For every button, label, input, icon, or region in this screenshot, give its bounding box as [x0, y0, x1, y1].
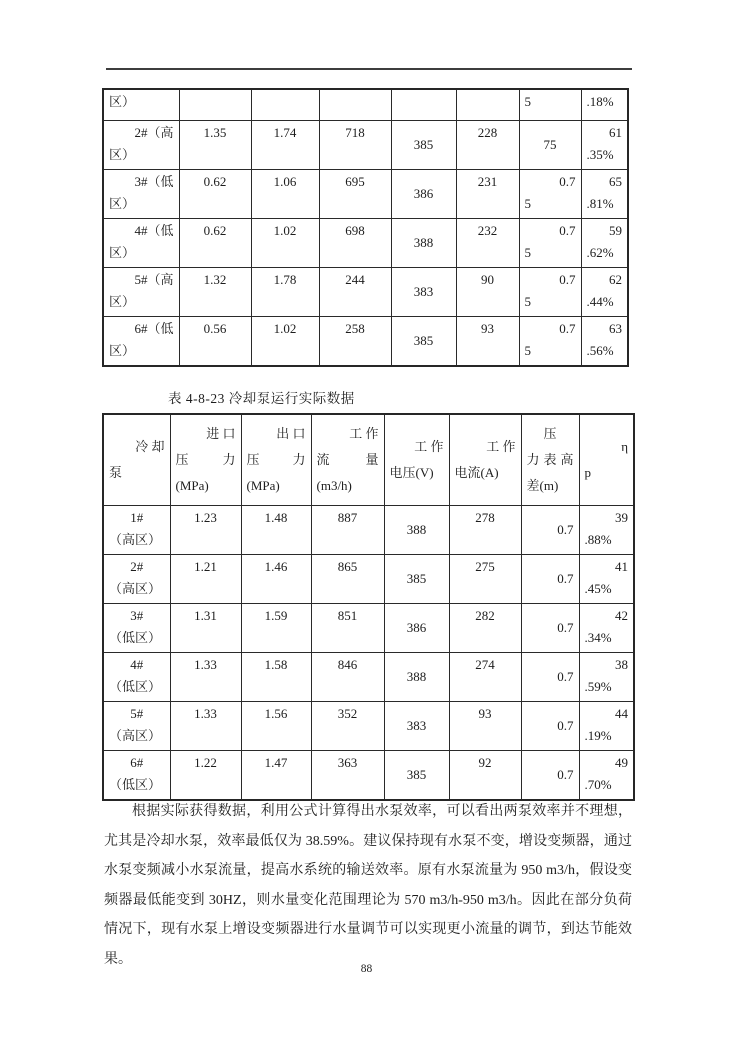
cell-line: 0.7 — [557, 571, 574, 586]
cell-line: 5 — [524, 94, 531, 109]
cell-line: 92 — [478, 755, 492, 770]
table-cell — [521, 414, 579, 506]
cell-line: 63 — [609, 321, 622, 336]
cell-line: 352 — [337, 706, 358, 721]
table-cell — [103, 219, 179, 268]
cell-line: 电压(V) — [389, 465, 434, 480]
cell-line: 1.74 — [273, 125, 297, 140]
cell-line: 4#（低 — [134, 223, 174, 238]
table-cell — [241, 653, 311, 702]
table-cell — [579, 604, 634, 653]
table-cell — [319, 121, 391, 170]
table-cell — [581, 268, 628, 317]
cell-line: 232 — [477, 223, 498, 238]
cell-line: 1.06 — [273, 174, 297, 189]
cell-line: 泵 — [109, 465, 123, 480]
table-cell — [251, 219, 319, 268]
cell-line: 2# — [130, 559, 144, 574]
cell-line: 1.35 — [203, 125, 227, 140]
table-cell — [384, 414, 449, 506]
table-cell — [241, 555, 311, 604]
cell-line: 244 — [345, 272, 365, 287]
table-cell — [241, 604, 311, 653]
cell-line: 278 — [475, 510, 495, 525]
cell-line: 区） — [109, 94, 136, 109]
table-cell — [103, 702, 170, 751]
cell-line: 3#（低 — [134, 174, 174, 189]
table-cell — [519, 317, 581, 367]
table-cell — [449, 555, 521, 604]
cell-line: 42 — [615, 608, 628, 623]
table-cell — [241, 506, 311, 555]
cell-line: 工 作 — [486, 439, 516, 454]
cell-line: 5#（高 — [134, 272, 174, 287]
cell-line: 压 力 — [175, 452, 236, 467]
table-row — [103, 506, 634, 555]
cell-line: （高区） — [109, 532, 162, 547]
table-row — [103, 170, 628, 219]
cell-line: 区） — [109, 343, 136, 358]
table-row — [103, 317, 628, 367]
cell-line: 6# — [130, 755, 144, 770]
cell-line: 851 — [337, 608, 358, 623]
table-cell — [384, 604, 449, 653]
cell-line: 386 — [406, 620, 427, 635]
table-cell — [170, 506, 241, 555]
cell-line: 258 — [345, 321, 365, 336]
cell-line: 1.56 — [264, 706, 288, 721]
table-cell — [449, 604, 521, 653]
table-cell — [456, 89, 519, 121]
cell-line: 39 — [615, 510, 628, 525]
cell-line: .34% — [584, 630, 612, 645]
table-cell — [251, 121, 319, 170]
cell-line: 1# — [130, 510, 144, 525]
cell-line: 5 — [524, 343, 531, 358]
table-cell — [241, 414, 311, 506]
table-cell — [103, 268, 179, 317]
table-cell — [103, 506, 170, 555]
table-cell — [519, 89, 581, 121]
table-cell — [581, 219, 628, 268]
table-row — [103, 219, 628, 268]
table-cell — [519, 170, 581, 219]
cell-line: 0.56 — [203, 321, 227, 336]
table-cell — [311, 414, 384, 506]
cell-line: 1.02 — [273, 223, 297, 238]
table-caption: 表 4-8-23 冷却泵运行实际数据 — [168, 391, 355, 406]
cell-line: （低区） — [109, 630, 162, 645]
table-cell — [521, 751, 579, 801]
body-paragraph: 根据实际获得数据，利用公式计算得出水泵效率，可以看出两泵效率并不理想，尤其是冷却水泵，效率最低仅为 38.59%。建议保持现有水泵不变，增设变频器，通过水泵变频减小水泵流量，提高水系统的输送效率。原有水泵流量为 950 m3/h，假设变频器最低能变到 30HZ，则水量变化范围理论为 570 m3/h-950 m3/h。因此在部分负荷情况下，现有水泵上增设变频器进行水量调节可以实现更小流量的调节，到达节能效果。 — [104, 804, 632, 967]
cell-line: .18% — [586, 94, 614, 109]
table-cell — [241, 702, 311, 751]
table-cell — [384, 751, 449, 801]
header-rule — [106, 68, 632, 70]
cell-line: 工 作 — [349, 426, 379, 441]
table-cell — [521, 604, 579, 653]
cell-line: 1.02 — [273, 321, 297, 336]
cell-line: 区） — [109, 147, 136, 162]
cell-line: 0.7 — [557, 767, 574, 782]
table-cell — [391, 268, 456, 317]
cell-line: 231 — [477, 174, 498, 189]
cell-line: 1.78 — [273, 272, 297, 287]
table-cell — [103, 555, 170, 604]
cell-line: 41 — [615, 559, 628, 574]
table-cell — [456, 121, 519, 170]
table-cell — [579, 702, 634, 751]
cell-line: 383 — [413, 284, 434, 299]
table-cell — [579, 751, 634, 801]
table-row — [103, 702, 634, 751]
table-cell — [519, 268, 581, 317]
cell-line: 59 — [609, 223, 622, 238]
table-cell — [179, 219, 251, 268]
cell-line: 5 — [524, 196, 531, 211]
cell-line: .56% — [586, 343, 614, 358]
cell-line: 363 — [337, 755, 358, 770]
table-row — [103, 268, 628, 317]
table-cell — [319, 170, 391, 219]
cell-line: 388 — [406, 669, 427, 684]
table-cell — [170, 751, 241, 801]
cell-line: 846 — [337, 657, 358, 672]
table-cell — [251, 170, 319, 219]
cell-line: 93 — [478, 706, 492, 721]
table-cell — [251, 268, 319, 317]
cell-line: （高区） — [109, 581, 162, 596]
table-cell — [170, 555, 241, 604]
cell-line: 压 — [543, 426, 557, 441]
cell-line: 383 — [406, 718, 427, 733]
cell-line: 压 力 — [246, 452, 306, 467]
table-cell — [319, 219, 391, 268]
table-cell — [579, 653, 634, 702]
table-cell — [456, 170, 519, 219]
cell-line: 0.62 — [203, 174, 227, 189]
table-cell — [311, 702, 384, 751]
cell-line: 0.7 — [557, 522, 574, 537]
cell-line: 5 — [524, 294, 531, 309]
table-cell — [579, 506, 634, 555]
cell-line: 工 作 — [414, 439, 444, 454]
table-row — [103, 555, 634, 604]
table-cell — [384, 555, 449, 604]
cell-line: 695 — [345, 174, 365, 189]
cell-line: 1.33 — [194, 657, 217, 672]
table-cell — [179, 121, 251, 170]
cell-line: 385 — [406, 767, 427, 782]
cell-line: 0.7 — [559, 223, 576, 238]
cell-line: 2#（高 — [134, 125, 174, 140]
table-cell — [449, 751, 521, 801]
table-cell — [251, 89, 319, 121]
cell-line: .59% — [584, 679, 612, 694]
table-cell — [179, 89, 251, 121]
table-cell — [170, 702, 241, 751]
cell-line: 6#（低 — [134, 321, 174, 336]
cell-line: 区） — [109, 294, 136, 309]
cell-line: 61 — [609, 125, 622, 140]
cell-line: 1.31 — [194, 608, 217, 623]
table-cell — [103, 121, 179, 170]
table-cell — [391, 219, 456, 268]
cooling-pump-table — [102, 413, 635, 801]
cell-line: .35% — [586, 147, 614, 162]
cell-line: (MPa) — [175, 478, 209, 493]
table-cell — [384, 506, 449, 555]
table-row — [103, 89, 628, 121]
table-cell — [391, 170, 456, 219]
cell-line: 0.7 — [557, 620, 574, 635]
table-cell — [581, 121, 628, 170]
table-cell — [103, 414, 170, 506]
cell-line: 282 — [475, 608, 495, 623]
cell-line: 65 — [609, 174, 622, 189]
cell-line: 274 — [475, 657, 495, 672]
table-cell — [179, 317, 251, 367]
table-cell — [521, 555, 579, 604]
cell-line: 差(m) — [526, 478, 559, 493]
table-cell — [103, 89, 179, 121]
cell-line: 90 — [481, 272, 494, 287]
cell-line: .81% — [586, 196, 614, 211]
table-cell — [170, 653, 241, 702]
table-cell — [581, 89, 628, 121]
table-row — [103, 604, 634, 653]
table-cell — [179, 170, 251, 219]
cell-line: 75 — [543, 137, 557, 152]
cell-line: 698 — [345, 223, 365, 238]
table-cell — [103, 653, 170, 702]
cell-line: 0.7 — [559, 321, 576, 336]
cell-line: 力 表 高 — [526, 452, 574, 467]
cell-line: 4# — [130, 657, 144, 672]
cell-line: （高区） — [109, 728, 162, 743]
table-cell — [391, 317, 456, 367]
table-cell — [391, 121, 456, 170]
cell-line: 865 — [337, 559, 358, 574]
table-cell — [521, 653, 579, 702]
cell-line: 0.7 — [559, 174, 576, 189]
table-cell — [170, 604, 241, 653]
table-cell — [251, 317, 319, 367]
cell-line: 1.32 — [203, 272, 227, 287]
table-cell — [319, 317, 391, 367]
cell-line: 5# — [130, 706, 144, 721]
cell-line: 0.62 — [203, 223, 227, 238]
cell-line: 718 — [345, 125, 365, 140]
cell-line: 93 — [481, 321, 494, 336]
table-cell — [579, 555, 634, 604]
table-cell — [103, 604, 170, 653]
table-cell — [311, 653, 384, 702]
table-cell — [384, 653, 449, 702]
cell-line: 1.23 — [194, 510, 217, 525]
cell-line: 流 量 — [316, 452, 379, 467]
table-cell — [521, 702, 579, 751]
table-cell — [449, 506, 521, 555]
cell-line: 1.21 — [194, 559, 217, 574]
cell-line: 3# — [130, 608, 144, 623]
table-cell — [170, 414, 241, 506]
table-cell — [519, 121, 581, 170]
table-cell — [449, 653, 521, 702]
table-cell — [103, 751, 170, 801]
cell-line: 38 — [615, 657, 628, 672]
pump-table-continuation — [102, 88, 629, 367]
cell-line: 228 — [477, 125, 498, 140]
cell-line: 1.58 — [264, 657, 288, 672]
table-cell — [311, 506, 384, 555]
cell-line: （低区） — [109, 679, 162, 694]
table-cell — [581, 317, 628, 367]
table-cell — [519, 219, 581, 268]
table-cell — [311, 604, 384, 653]
cell-line: 386 — [413, 186, 434, 201]
table-cell — [456, 219, 519, 268]
cell-line: 0.7 — [557, 669, 574, 684]
cell-line: 区） — [109, 196, 136, 211]
cell-line: 电流(A) — [454, 465, 499, 480]
cell-line: 887 — [337, 510, 358, 525]
table-row — [103, 751, 634, 801]
table-cell — [456, 268, 519, 317]
cell-line: 冷 却 — [135, 439, 165, 454]
cell-line: .44% — [586, 294, 614, 309]
table-cell — [103, 170, 179, 219]
table-cell — [521, 506, 579, 555]
table-cell — [103, 317, 179, 367]
table-cell — [449, 702, 521, 751]
cell-line: 388 — [406, 522, 427, 537]
table-cell — [311, 555, 384, 604]
cell-line: 385 — [413, 333, 434, 348]
cell-line: .45% — [584, 581, 612, 596]
cell-line: 1.47 — [264, 755, 288, 770]
cell-line: 5 — [524, 245, 531, 260]
cell-line: 1.48 — [264, 510, 288, 525]
table-row — [103, 121, 628, 170]
cell-line: 44 — [615, 706, 628, 721]
table-cell — [384, 702, 449, 751]
cell-line: .88% — [584, 532, 612, 547]
table-cell — [579, 414, 634, 506]
cell-line: .70% — [584, 777, 612, 792]
cell-line: .62% — [586, 245, 614, 260]
cell-line: 1.33 — [194, 706, 217, 721]
table-cell — [319, 89, 391, 121]
table-header-row — [103, 414, 634, 506]
cell-line: η — [621, 439, 628, 454]
cell-line: 62 — [609, 272, 622, 287]
cell-line: 385 — [413, 137, 434, 152]
cell-line: .19% — [584, 728, 612, 743]
cell-line: 0.7 — [559, 272, 576, 287]
cell-line: p — [584, 465, 591, 480]
cell-line: 275 — [475, 559, 495, 574]
cell-line: 1.59 — [264, 608, 288, 623]
cell-line: 1.22 — [194, 755, 217, 770]
table-cell — [311, 751, 384, 801]
cell-line: 进 口 — [206, 426, 236, 441]
cell-line: 0.7 — [557, 718, 574, 733]
cell-line: (MPa) — [246, 478, 280, 493]
cell-line: 区） — [109, 245, 136, 260]
cell-line: 388 — [413, 235, 434, 250]
table-cell — [456, 317, 519, 367]
page-number: 88 — [360, 963, 373, 975]
cell-line: 出 口 — [276, 426, 306, 441]
table-cell — [179, 268, 251, 317]
table-cell — [319, 268, 391, 317]
cell-line: 1.46 — [264, 559, 288, 574]
cell-line: （低区） — [109, 777, 162, 792]
cell-line: 49 — [615, 755, 628, 770]
cell-line: (m3/h) — [316, 478, 352, 493]
table-cell — [241, 751, 311, 801]
table-cell — [581, 170, 628, 219]
table-row — [103, 653, 634, 702]
cell-line: 385 — [406, 571, 427, 586]
table-cell — [449, 414, 521, 506]
table-cell — [391, 89, 456, 121]
